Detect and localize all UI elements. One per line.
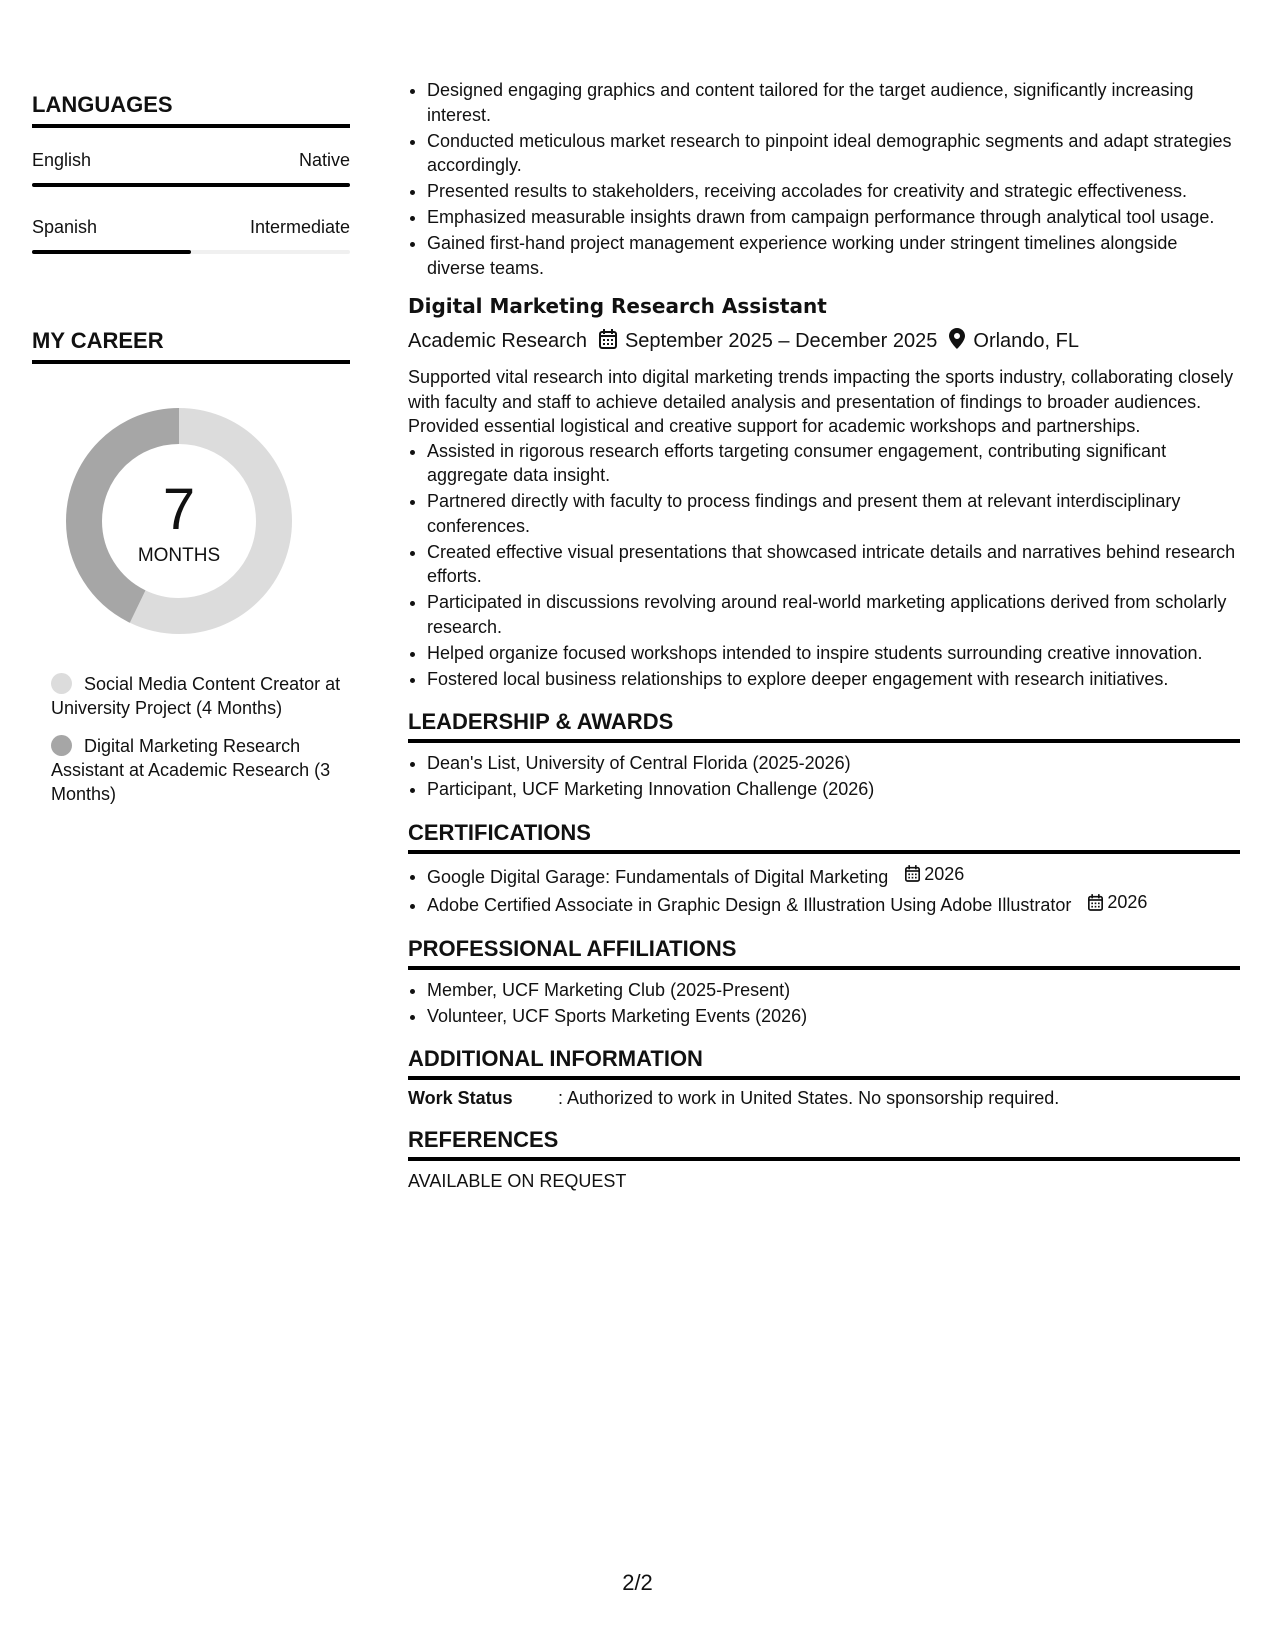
- list-item: [427, 890, 1240, 917]
- job-title: Digital Marketing Research Assistant: [408, 294, 827, 318]
- career-total: 7: [162, 477, 196, 542]
- references-heading: REFERENCES: [408, 1127, 1240, 1161]
- list-item: • Helped organize focused workshops intended to inspire students surrounding creative innovation.: [427, 641, 1240, 666]
- certification-year: 2026: [1107, 892, 1148, 913]
- language-proficiency-bar: [32, 183, 350, 187]
- list-item: • Emphasized measurable insights drawn from campaign performance through analytical tool usage.: [427, 205, 1240, 230]
- job-meta: [408, 328, 1240, 355]
- list-item: [427, 862, 1240, 889]
- job-location: Orlando, FL: [973, 330, 1079, 352]
- list-item: • Participated in discussions revolving around real-world marketing applications derived from scholarly research.: [427, 590, 1240, 639]
- affiliations-heading: PROFESSIONAL AFFILIATIONS: [408, 936, 1240, 970]
- certification-date: [1088, 890, 1147, 915]
- career-legend: [51, 672, 350, 806]
- work-status-value: : Authorized to work in United States. No sponsorship required.: [558, 1088, 1060, 1108]
- language-proficiency-bar: [32, 250, 350, 254]
- legend-dot: [51, 735, 72, 756]
- certification-name: Google Digital Garage: Fundamentals of Digital Marketing: [427, 866, 889, 887]
- list-item: • Assisted in rigorous research efforts targeting consumer engagement, contributing significant aggregate data insight.: [427, 439, 1240, 488]
- certifications-heading: CERTIFICATIONS: [408, 820, 1240, 854]
- previous-job-bullets: [408, 78, 1240, 280]
- language-proficiency-fill: [32, 250, 191, 254]
- additional-info-heading: ADDITIONAL INFORMATION: [408, 1046, 1240, 1080]
- list-item: • Gained first-hand project management experience working under stringent timelines alongside diverse teams.: [427, 231, 1240, 280]
- language-level: Intermediate: [249, 217, 350, 237]
- language-name: English: [32, 150, 92, 170]
- list-item: • Designed engaging graphics and content tailored for the target audience, significantly increasing interest.: [427, 78, 1240, 127]
- calendar-icon: [599, 329, 617, 355]
- language-name: Spanish: [32, 217, 98, 237]
- legend-label: Social Media Content Creator at University Project (4 Months): [51, 674, 341, 718]
- map-pin-icon: [949, 328, 965, 355]
- career-heading: MY CAREER: [32, 328, 350, 364]
- job-bullets: [408, 439, 1240, 692]
- legend-dot: [51, 673, 72, 694]
- list-item: • Presented results to stakeholders, receiving accolades for creativity and strategic effectiveness.: [427, 179, 1240, 204]
- list-item: • Member, UCF Marketing Club (2025-Present): [427, 978, 1240, 1003]
- leadership-heading: LEADERSHIP & AWARDS: [408, 709, 1240, 743]
- list-item: • Fostered local business relationships to explore deeper engagement with research initiatives.: [427, 667, 1240, 692]
- job-company: Academic Research: [408, 330, 587, 352]
- list-item: • Created effective visual presentations that showcased intricate details and narratives behind research efforts.: [427, 540, 1240, 589]
- leadership-list: [408, 751, 1240, 802]
- list-item: • Participant, UCF Marketing Innovation Challenge (2026): [427, 777, 1240, 802]
- certification-year: 2026: [924, 863, 965, 884]
- calendar-icon: [905, 865, 920, 882]
- calendar-icon: [1088, 894, 1103, 911]
- work-status-row: [408, 1088, 1240, 1109]
- language-item: [32, 217, 350, 254]
- certifications-list: [408, 862, 1240, 918]
- list-item: • Conducted meticulous market research to pinpoint ideal demographic segments and adapt strategies accordingly.: [427, 129, 1240, 178]
- legend-item: [51, 672, 350, 720]
- main-content: [408, 78, 1240, 1192]
- job-dates: September 2025 – December 2025: [624, 330, 938, 352]
- career-section: [32, 328, 350, 806]
- work-status-label: Work Status: [408, 1088, 513, 1108]
- affiliations-list: [408, 978, 1240, 1029]
- language-item: [32, 150, 350, 187]
- language-level: Native: [298, 150, 350, 170]
- sidebar: [32, 92, 350, 820]
- career-unit: MONTHS: [137, 545, 221, 566]
- certification-name: Adobe Certified Associate in Graphic Design & Illustration Using Adobe Illustrator: [427, 895, 1072, 915]
- legend-item: [51, 734, 350, 806]
- language-proficiency-fill: [32, 183, 350, 187]
- job-entry: [408, 294, 1240, 691]
- job-summary: Supported vital research into digital marketing trends impacting the sports industry, collaborating closely with faculty and staff to achieve detailed analysis and presentation of findings to broader audiences. Provided essential logistical and creative support for academic workshops and partnerships.: [408, 367, 1234, 436]
- list-item: • Partnered directly with faculty to process findings and present them at relevant interdisciplinary conferences.: [427, 489, 1240, 538]
- list-item: • Dean's List, University of Central Florida (2025-2026): [427, 751, 1240, 776]
- languages-heading: LANGUAGES: [32, 92, 350, 128]
- page-number: 2/2: [622, 1570, 653, 1595]
- certification-date: [905, 862, 964, 887]
- references-text: AVAILABLE ON REQUEST: [408, 1171, 627, 1191]
- legend-label: Digital Marketing Research Assistant at Academic Research (3 Months): [51, 736, 331, 804]
- career-donut-chart: [66, 408, 292, 634]
- list-item: • Volunteer, UCF Sports Marketing Events (2026): [427, 1004, 1240, 1029]
